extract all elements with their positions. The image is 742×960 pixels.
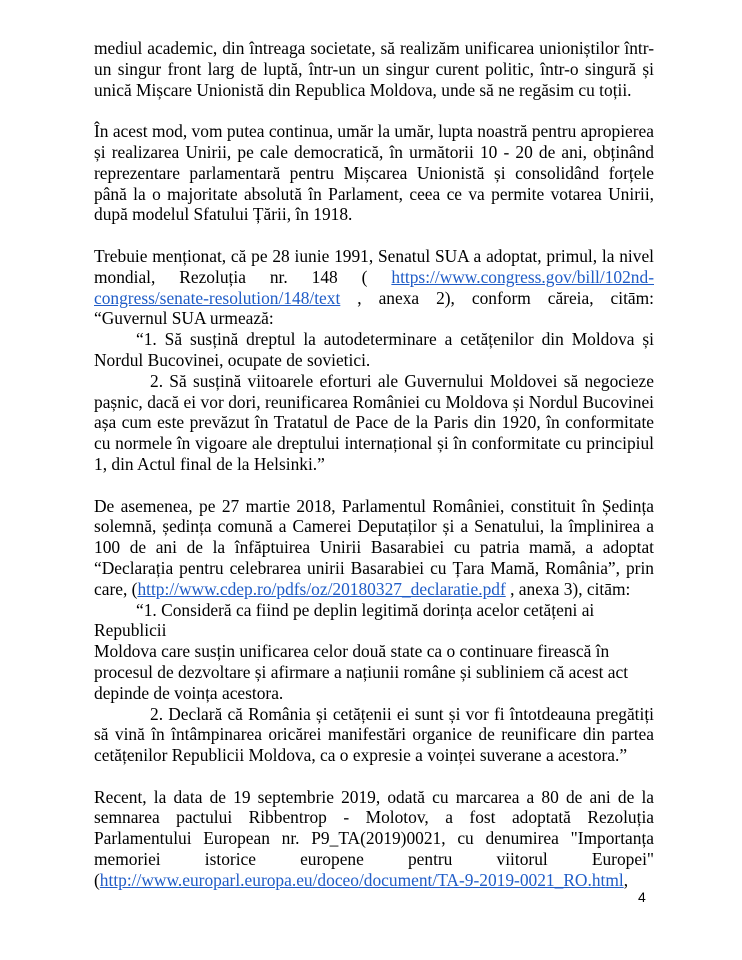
- paragraph-text: Trebuie menționat, că pe 28 iunie 1991, Senatul SUA a adoptat, primul, la nivel mondial, Rezoluția nr. 148 (: [94, 245, 654, 287]
- quote-line: Moldova care susțin unificarea celor două state ca o continuare firească în: [94, 641, 610, 662]
- congress-resolution-link[interactable]: https://www.congress.gov/bill/102nd-congress/senate-resolution/148/text: [94, 266, 654, 308]
- paragraph-us-senate-resolution: [94, 246, 654, 475]
- paragraph-parliamentary-path: [94, 121, 654, 225]
- paragraph-romanian-parliament-declaration: [94, 496, 654, 766]
- quote-item-1: [94, 329, 654, 371]
- quote-text: “1. Consideră ca fiind pe deplin legitimă dorința acelor cetățeni ai: [136, 599, 595, 620]
- quote-line: depinde de voința acestora.: [94, 682, 284, 703]
- page-number: 4: [638, 889, 646, 905]
- paragraph-unification-front: [94, 38, 654, 100]
- paragraph-text: Recent, la data de 19 septembrie 2019, odată cu marcarea a 80 de ani de la semnarea pactului Ribbentrop - Molotov, a fost adoptată Rezoluția Parlamentului European nr. P9_TA(2019)0021, cu denumirea "Importanța memoriei istorice europene pentru viitorul Europei" (: [94, 786, 654, 890]
- quote-item-2: [94, 371, 654, 475]
- paragraph-text: , anexa 2), conform căreia, citām: “Guvernul SUA urmează:: [94, 287, 654, 329]
- quote-text: “1. Să susțină dreptul la autodeterminare a cetățenilor din Moldova și Nordul Bucovinei, ocupate de sovietici.: [94, 329, 654, 370]
- quote-text: 2. Declară că România și cetățenii ei sunt și vor fi întotdeauna pregătiți să vină în întâmpinarea oricărei manifestări organice de reunificare din partea cetățenilor Republicii Moldova, ca o expresie a voinței suverane a acestora.”: [94, 703, 654, 766]
- quote-item-2: [94, 704, 654, 766]
- paragraph-text: De asemenea, pe 27 martie 2018, Parlamentul României, constituit în Ședința solemnă, ședința comună a Camerei Deputaților și a Senatului, la împlinirea a 100 de ani de la înfăptuirea Unirii Basarabiei cu patria mamă, a adoptat “Declarația pentru celebrarea unirii Basarabiei cu Țara Mamă, România”, prin care, (: [94, 495, 654, 599]
- quote-line: Republicii: [94, 620, 167, 641]
- paragraph-text: ,: [623, 869, 629, 890]
- europarl-resolution-link[interactable]: http://www.europarl.europa.eu/doceo/document/TA-9-2019-0021_RO.html: [99, 869, 624, 890]
- quote-item-1: [94, 600, 654, 621]
- paragraph-intro: [94, 246, 654, 329]
- cdep-declaration-link[interactable]: http://www.cdep.ro/pdfs/oz/20180327_declaratie.pdf: [137, 578, 506, 599]
- paragraph-text: , anexa 3), citām:: [505, 578, 631, 599]
- paragraph-text: În acest mod, vom putea continua, umăr la umăr, lupta noastră pentru apropierea și realizarea Unirii, pe cale democratică, în următorii 10 - 20 de ani, obținând reprezentare parlamentară pentru Mișcarea Unionistă și consolidând forțele până la o majoritate absolută în Parlament, ceea ce va permite votarea Unirii, după modelul Sfatului Țării, în 1918.: [94, 121, 654, 225]
- paragraph-intro: [94, 496, 654, 600]
- paragraph-text: mediul academic, din întreaga societate, să realizăm unificarea unioniștilor într-un singur front larg de luptă, într-un un singur curent politic, într-o singură și unică Mișcare Unionistă din Republica Moldova, unde să ne regăsim cu toții.: [94, 38, 654, 100]
- quote-text: 2. Să susțină viitoarele eforturi ale Guvernului Moldovei să negocieze pașnic, dacă ei vor dori, reunificarea României cu Moldova și Nordul Bucovinei așa cum este prevăzut în Tratatul de Pace de la Paris din 1920, în conformitate cu normele în vigoare ale dreptului internațional și în conformitate cu principiul 1, din Actul final de la Helsinki.”: [94, 370, 654, 474]
- document-page: [94, 38, 654, 891]
- paragraph-european-parliament-resolution: [94, 787, 654, 891]
- quote-line: procesul de dezvoltare și afirmare a națiunii române și subliniem că acest act: [94, 661, 629, 682]
- quote-item-1-continuation: [94, 620, 654, 703]
